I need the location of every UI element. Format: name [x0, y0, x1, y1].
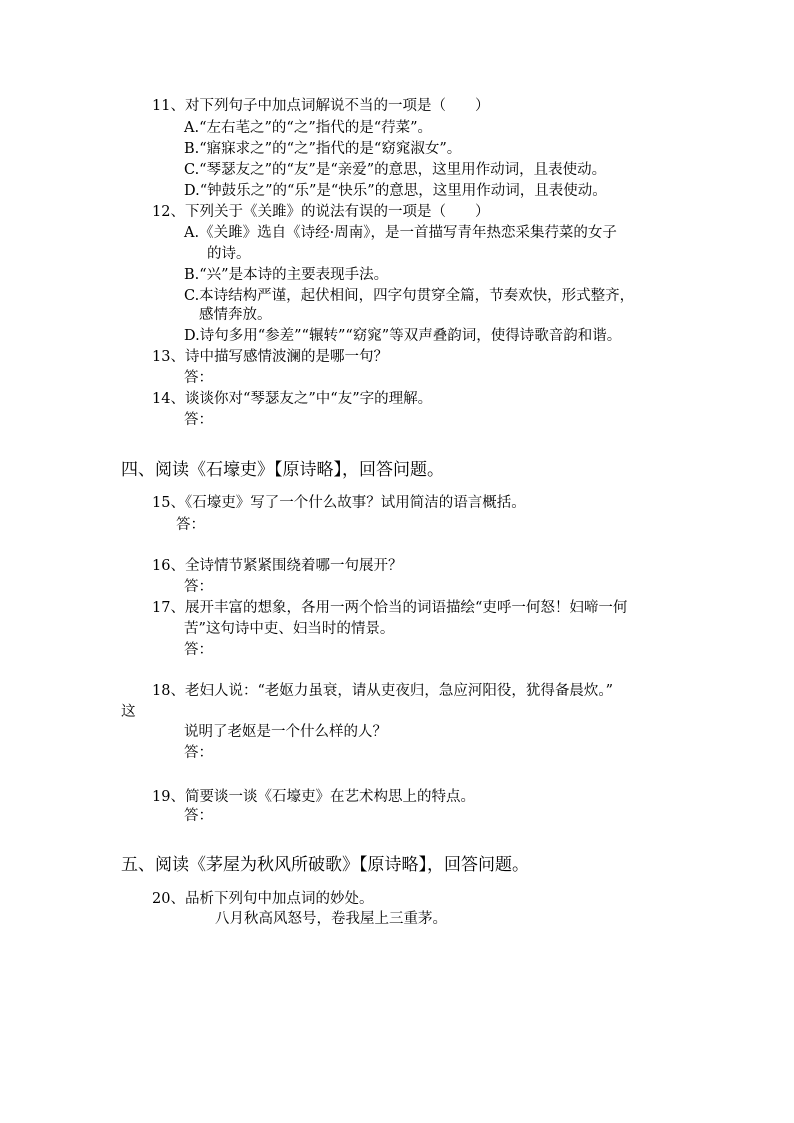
question-12-stem: 12、下列关于《关雎》的说法有误的一项是（ ） — [152, 204, 490, 220]
question-11-stem: 11、对下列句子中加点词解说不当的一项是（ ） — [152, 98, 490, 114]
question-16-answer-label: 答： — [184, 579, 213, 595]
question-17-stem-continued: 苦”这句诗中吏、妇当时的情景。 — [184, 621, 395, 637]
question-14-stem: 14、谈谈你对“琴瑟友之”中“友”字的理解。 — [152, 391, 433, 407]
question-16-stem: 16、全诗情节紧紧围绕着哪一句展开？ — [152, 558, 403, 574]
question-19-answer-label: 答： — [184, 808, 213, 824]
question-15-stem: 15、《石壕吏》写了一个什么故事？试用简洁的语言概括。 — [152, 495, 526, 511]
question-12-option-c: C.本诗结构严谨，起伏相间，四字句贯穿全篇，节奏欢快，形式整齐， — [184, 288, 635, 304]
question-18-answer-label: 答： — [184, 745, 213, 761]
section-5-heading: 五、阅读《茅屋为秋风所破歌》【原诗略】，回答问题。 — [121, 855, 529, 875]
question-12-option-d: D.诗句多用“参差”“辗转”“窈窕”等双声叠韵词，使得诗歌音韵和谐。 — [184, 328, 622, 344]
question-11-option-b: B.“寤寐求之”的“之”指代的是“窈窕淑女”。 — [184, 141, 462, 157]
section-4-heading: 四、阅读《石壕吏》【原诗略】，回答问题。 — [121, 460, 444, 480]
question-20-poem-line: 八月秋高风怒号，卷我屋上三重茅。 — [215, 911, 447, 927]
question-11-option-a: A.“左右芼之”的“之”指代的是“荇菜”。 — [184, 120, 433, 136]
question-17-answer-label: 答： — [184, 642, 213, 658]
question-13-stem: 13、诗中描写感情波澜的是哪一句？ — [152, 349, 388, 365]
question-11-option-c: C.“琴瑟友之”的“友”是“亲爱”的意思，这里用作动词，且表使动。 — [184, 162, 607, 178]
question-17-stem: 17、展开丰富的想象，各用一两个恰当的词语描绘“吏呼一何怒！妇啼一何 — [152, 600, 628, 616]
question-12-option-c-continued: 感情奔放。 — [199, 307, 272, 323]
question-12-option-b: B.“兴”是本诗的主要表现手法。 — [184, 267, 389, 283]
question-13-answer-label: 答： — [184, 370, 213, 386]
question-18-stem-wrap: 这 — [121, 704, 136, 720]
question-15-answer-label: 答： — [176, 517, 205, 533]
question-18-stem-continued: 说明了老妪是一个什么样的人？ — [184, 724, 387, 740]
question-20-stem: 20、品析下列句中加点词的妙处。 — [152, 891, 374, 907]
question-12-option-a: A.《关雎》选自《诗经·周南》，是一首描写青年热恋采集荇菜的女子 — [184, 225, 617, 241]
question-18-stem: 18、老妇人说：“老妪力虽衰，请从吏夜归，急应河阳役，犹得备晨炊。” — [152, 683, 614, 699]
question-11-option-d: D.“钟鼓乐之”的“乐”是“快乐”的意思，这里用作动词，且表使动。 — [184, 183, 607, 199]
question-14-answer-label: 答： — [184, 412, 213, 428]
question-12-option-a-continued: 的诗。 — [207, 246, 251, 262]
question-19-stem: 19、简要谈一谈《石壕吏》在艺术构思上的特点。 — [152, 789, 475, 805]
